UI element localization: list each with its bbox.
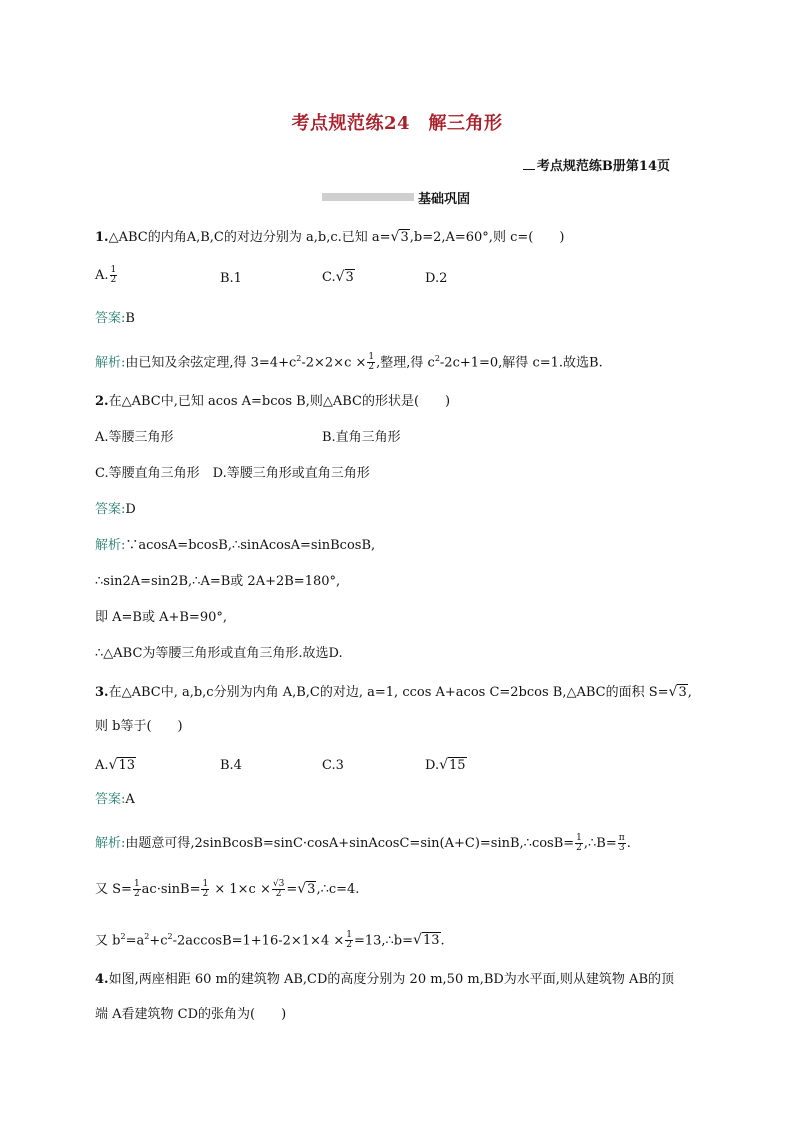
page-title: 考点规范练24 解三角形 [291, 113, 503, 134]
q2-analysis-1: 解析:∵acosA=bcosB,∴sinAcosA=sinBcosB, [95, 538, 376, 553]
q1-option-b: B.1 [220, 271, 242, 286]
q1-analysis: 解析:由已知及余弦定理,得 $3=4+c^2-2\times 2\times c$ × $\frac{1}{2}$ ,整理,得 $c^2-2c+1=0$,解得 c=1.故选B. [95, 352, 603, 373]
sqrt: √3 [390, 229, 409, 245]
q2-analysis-2: ∴sin2A=sin2B,∴A=B或 2A+2B=180°, [95, 574, 341, 589]
q3-stem: 3.在△ABC中, a,b,c分别为内角 A,B,C的对边, a=1, ccos A+acos C=2bcos B,△ABC的面积 S=√3, [95, 684, 692, 700]
q2-option-cd: C.等腰直角三角形 D.等腰三角形或直角三角形 [95, 466, 370, 481]
q2-option-b: B.直角三角形 [322, 430, 401, 445]
q4-stem-2: 端 A看建筑物 CD的张角为( ) [95, 1007, 287, 1022]
q3-option-c: C.3 [322, 758, 344, 773]
q2-analysis-4: ∴△ABC为等腰三角形或直角三角形.故选D. [95, 646, 343, 661]
section-label: 基础巩固 [418, 192, 471, 207]
q3-option-d: D.√15 [425, 757, 466, 773]
q2-answer: 答案:D [95, 502, 136, 517]
q1-stem: 1.△ABC的内角A,B,C的对边分别为 a,b,c.已知 a=√3,b=2,A=60°,则 c=( ) [95, 229, 565, 245]
q1-option-c: C.√3 [322, 269, 354, 285]
q3-analysis-3: 又 $b^2=a^2+c^2-2accosB=1+16-2\times 1\times 4$ × $\frac{1}{2}$ =13,∴b=√13. [95, 930, 445, 951]
q3-analysis-2: 又 S= $\frac{1}{2}$ ac·sinB= $\frac{1}{2}$ × 1×c × $\frac{√3}{2}$ =√3,∴c=4. [95, 879, 360, 899]
section-bar [322, 193, 414, 201]
q3-stem-2: 则 b等于( ) [95, 719, 183, 734]
q3-analysis-1: 解析:由题意可得,2sinBcosB=sinC·cosA+sinAcosC=sin(A+C)=sinB,∴cosB= $\frac{1}{2}$ ,∴B= $\frac{\pi}{3}$ . [95, 833, 631, 853]
underline-blank [523, 169, 535, 170]
q3-answer: 答案:A [95, 792, 135, 807]
q4-stem: 4.如图,两座相距 60 m的建筑物 AB,CD的高度分别为 20 m,50 m,BD为水平面,则从建筑物 AB的顶 [95, 972, 675, 987]
q2-analysis-3: 即 A=B或 A+B=90°, [95, 610, 227, 625]
q2-option-a: A.等腰三角形 [95, 430, 174, 445]
q3-option-b: B.4 [220, 758, 242, 773]
q1-option-a: A. $\frac{1}{2}$ [95, 265, 117, 285]
page-reference: 考点规范练B册第14页 [523, 155, 670, 174]
q3-option-a: A.√13 [95, 757, 135, 773]
q2-stem: 2.在△ABC中,已知 acos A=bcos B,则△ABC的形状是( ) [95, 394, 451, 409]
q1-answer: 答案:B [95, 311, 135, 326]
q1-option-d: D.2 [425, 271, 448, 286]
